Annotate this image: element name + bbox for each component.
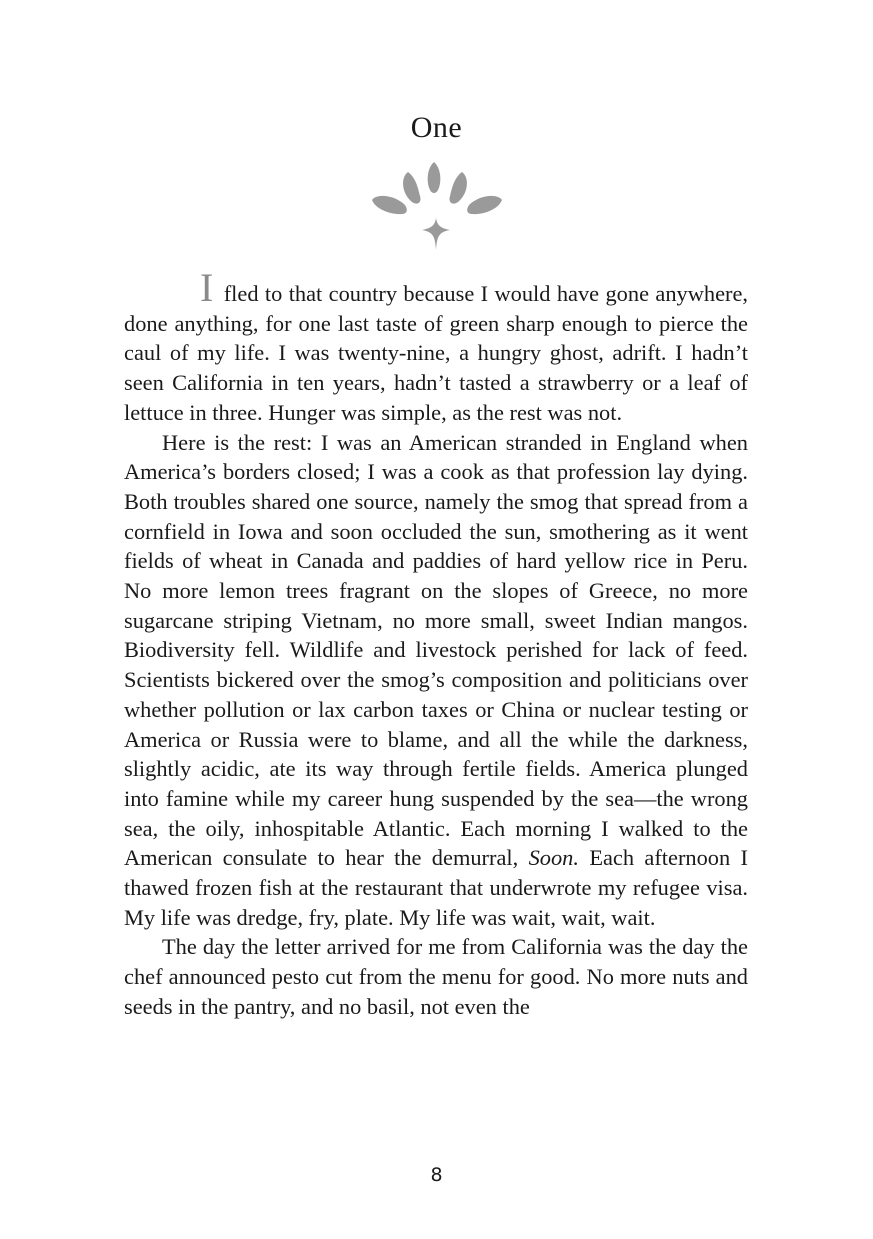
paragraph-text: The day the letter arrived for me from California was the day the chef announced pesto cut from the menu for good. No more nuts and seeds in the pantry, and no basil, not even the <box>124 934 748 1019</box>
paragraph-text-continued: Each afternoon I thawed frozen fish at the restaurant that underwrote my refugee visa. My life was dredge, fry, plate. My life was wait, wait, wait. <box>124 845 748 930</box>
floral-fleuron-icon <box>366 160 508 256</box>
chapter-title: One <box>410 111 463 144</box>
italic-word: Soon. <box>528 845 579 871</box>
paragraph <box>124 265 749 428</box>
paragraph <box>124 932 748 1021</box>
chapter-body <box>124 265 749 1022</box>
drop-initial: I <box>200 265 214 310</box>
page-number: 8 <box>430 1164 443 1186</box>
paragraph-text: fled to that country because I would have gone anywhere, done anything, for one last taste of green sharp enough to pierce the caul of my life. I was twenty-nine, a hungry ghost, adrift. I hadn’t seen California in ten years, hadn’t tasted a strawberry or a leaf of lettuce in three. Hunger was simple, as the rest was not. <box>124 281 749 425</box>
paragraph-text: Here is the rest: I was an American stranded in England when America’s borders closed; I was a cook as that profession lay dying. Both troubles shared one source, namely the smog that spread from a cornfield in Iowa and soon occluded the sun, smothering as it went fields of wheat in Canada and paddies of hard yellow rice in Peru. No more lemon trees fragrant on the slopes of Greece, no more sugarcane striping Vietnam, no more small, sweet Indian mangos. Biodiversity fell. Wildlife and livestock perished for lack of feed. Scientists bickered over the smog’s composition and politicians over whether pollution or lax carbon taxes or China or nuclear testing or America or Russia were to blame, and all the while the darkness, slightly acidic, ate its way through fertile fields. America plunged into famine while my career hung suspended by the sea—the wrong sea, the oily, inhospitable Atlantic. Each morning I walked to the American consulate to hear the demurral, <box>124 429 748 871</box>
paragraph <box>124 428 748 933</box>
